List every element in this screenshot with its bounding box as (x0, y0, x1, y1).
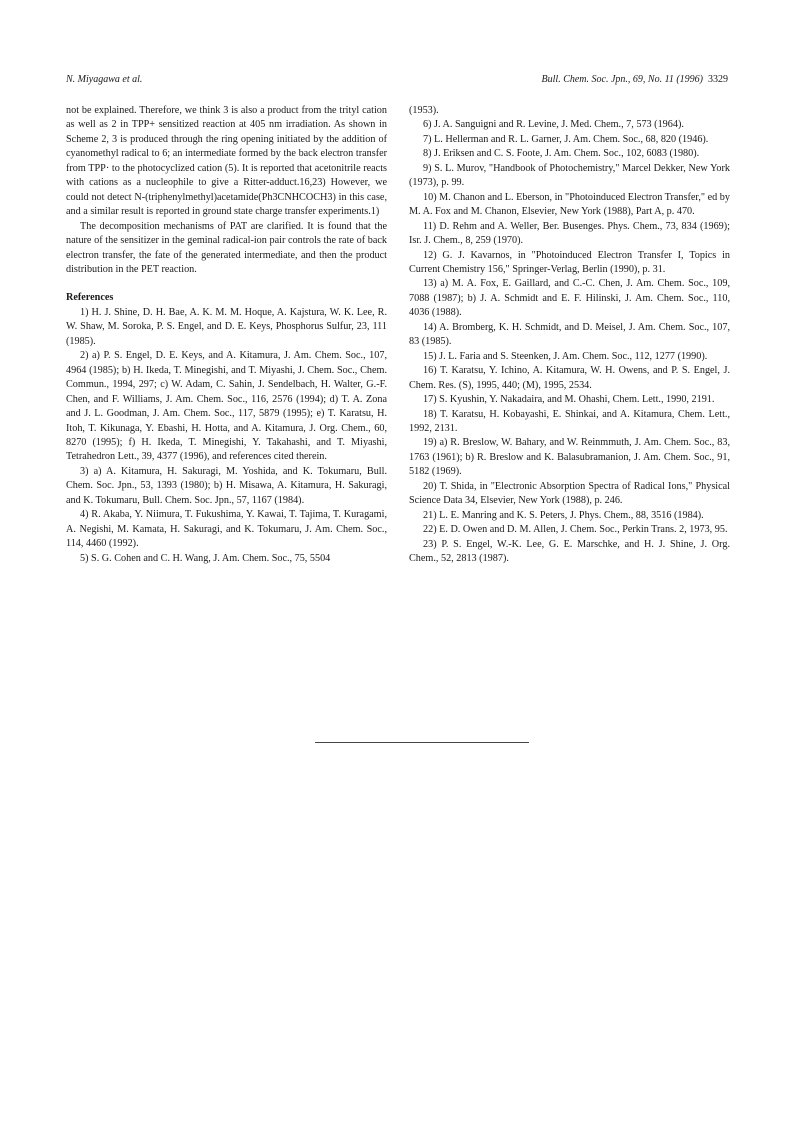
reference-item: 3) a) A. Kitamura, H. Sakuragi, M. Yoshida, and K. Tokumaru, Bull. Chem. Soc. Jpn., 53, 1393 (1980); b) H. Misawa, A. Kitamura, H. Sakuragi, and K. Tokumaru, Bull. Chem. Soc. Jpn., 57, 1167 (1984). (66, 465, 387, 506)
reference-item: 22) E. D. Owen and D. M. Allen, J. Chem. Soc., Perkin Trans. 2, 1973, 95. (423, 524, 728, 536)
reference-continuation: (1953). (409, 105, 439, 116)
journal-citation: Bull. Chem. Soc. Jpn., 69, No. 11 (1996) (541, 74, 703, 85)
reference-item: 19) a) R. Breslow, W. Bahary, and W. Reinmmuth, J. Am. Chem. Soc., 83, 1763 (1961); b) R. Breslow and K. Balasubramanion, J. Am. Chem. Soc., 91, 5182 (1969). (409, 437, 730, 478)
reference-item: 12) G. J. Kavarnos, in "Photoinduced Electron Transfer I, Topics in Current Chemistry 156," Springer-Verlag, Berlin (1990), p. 31. (409, 249, 730, 275)
left-column (66, 104, 387, 566)
running-header-journal (500, 74, 728, 85)
reference-item: 23) P. S. Engel, W.-K. Lee, G. E. Marschke, and H. J. Shine, J. Org. Chem., 52, 2813 (1987). (409, 538, 730, 565)
reference-item: 4) R. Akaba, Y. Niimura, T. Fukushima, Y. Kawai, T. Tajima, T. Kuragami, A. Negishi, M. Kamata, H. Sakuragi, and K. Tokumaru, J. Am. Chem. Soc., 114, 4460 (1992). (66, 509, 387, 550)
reference-item: 16) T. Karatsu, Y. Ichino, A. Kitamura, W. H. Owens, and P. S. Engel, J. Chem. Res. (S), 1995, 440; (M), 1995, 2534. (409, 365, 730, 391)
running-header-authors: N. Miyagawa et al. (66, 74, 143, 85)
reference-item: 10) M. Chanon and L. Eberson, in "Photoinduced Electron Transfer," ed by M. A. Fox and M. Chanon, Elsevier, New York (1988), Part A, p. 470. (409, 191, 730, 218)
reference-item: 17) S. Kyushin, Y. Nakadaira, and M. Ohashi, Chem. Lett., 1990, 2191. (423, 394, 715, 406)
right-column (409, 104, 730, 567)
reference-item: 15) J. L. Faria and S. Steenken, J. Am. Chem. Soc., 112, 1277 (1990). (423, 350, 708, 362)
reference-item: 20) T. Shida, in "Electronic Absorption Spectra of Radical Ions," Physical Science Data 34, Elsevier, New York (1988), p. 246. (409, 480, 730, 507)
reference-item: 1) H. J. Shine, D. H. Bae, A. K. M. M. Hoque, A. Kajstura, W. K. Lee, R. W. Shaw, M. Soroka, P. S. Engel, and D. E. Keys, Phosphorus Sulfur, 23, 111 (1985). (66, 306, 387, 347)
references-heading: References (66, 292, 114, 304)
reference-item: 21) L. E. Manring and K. S. Peters, J. Phys. Chem., 88, 3516 (1984). (423, 509, 704, 521)
reference-item: 18) T. Karatsu, H. Kobayashi, E. Shinkai, and A. Kitamura, Chem. Lett., 1992, 2131. (409, 408, 730, 434)
reference-item: 7) L. Hellerman and R. L. Garner, J. Am. Chem. Soc., 68, 820 (1946). (423, 133, 709, 145)
reference-item: 5) S. G. Cohen and C. H. Wang, J. Am. Chem. Soc., 75, 5504 (80, 552, 331, 564)
end-of-article-rule (315, 742, 529, 743)
page-number: 3329 (708, 74, 728, 85)
reference-item: 8) J. Eriksen and C. S. Foote, J. Am. Chem. Soc., 102, 6083 (1980). (423, 148, 700, 160)
reference-item: 11) D. Rehm and A. Weller, Ber. Busenges. Phys. Chem., 73, 834 (1969); Isr. J. Chem., 8, 259 (1970). (409, 220, 730, 247)
body-paragraph: not be explained. Therefore, we think 3 is also a product from the trityl cation as well as 2 in TPP+ sensitized reaction at 405 nm irradiation. As shown in Scheme 2, 3 is produced through the ring opening initiated by the addition of cyanomethyl radical to 6; an intermediate formed by the back electron transfer from TPP· to the photocyclized cation (5). It is reported that acetonitrile reacts with cations as a nucleophile to give a Ritter-adduct.16,23) However, we could not detect N-(triphenylmethyl)acetamide(Ph3CNHCOCH3) in this case, and a similar result is reported in ground state charge transfer experiments.1) (66, 105, 387, 218)
reference-item: 2) a) P. S. Engel, D. E. Keys, and A. Kitamura, J. Am. Chem. Soc., 107, 4964 (1985); b) H. Ikeda, T. Minegishi, and T. Miyashi, J. Chem. Soc., Chem. Commun., 1994, 297; c) W. Adam, C. Sahin, J. Sendelbach, H. Walter, G.-F. Chen, and F. Williams, J. Am. Chem. Soc., 116, 2576 (1994); d) T. A. Zona and J. L. Goodman, J. Am. Chem. Soc., 117, 5879 (1995); e) T. Karatsu, H. Itoh, T. Kikunaga, Y. Ebashi, H. Hotta, and A. Kitamura, J. Org. Chem., 60, 8270 (1995); f) H. Ikeda, T. Minegishi, Y. Takahashi, and T. Miyashi, Tetrahedron Lett., 39, 4377 (1996), and references cited therein. (66, 350, 387, 463)
reference-item: 14) A. Bromberg, K. H. Schmidt, and D. Meisel, J. Am. Chem. Soc., 107, 83 (1985). (409, 321, 730, 348)
reference-item: 6) J. A. Sanguigni and R. Levine, J. Med. Chem., 7, 573 (1964). (423, 119, 684, 131)
reference-item: 9) S. L. Murov, "Handbook of Photochemistry," Marcel Dekker, New York (1973), p. 99. (409, 162, 730, 189)
body-paragraph: The decomposition mechanisms of PAT are clarified. It is found that the nature of the sensitizer in the geminal radical-ion pair controls the rate of back electron transfer, the fate of the generated intermediate, and then the product distribution in the PET reaction. (66, 220, 387, 275)
reference-item: 13) a) M. A. Fox, E. Gaillard, and C.-C. Chen, J. Am. Chem. Soc., 109, 7088 (1987); b) J. A. Schmidt and E. F. Hilinski, J. Am. Chem. Soc., 110, 4036 (1988). (409, 278, 730, 319)
